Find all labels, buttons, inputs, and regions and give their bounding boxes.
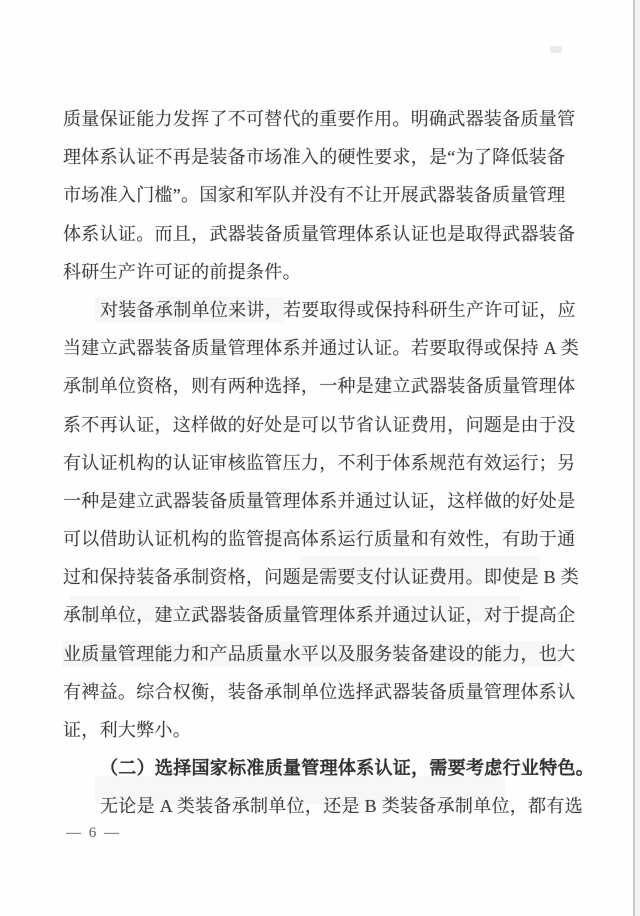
- text-line: 有裨益。综合权衡，装备承制单位选择武器装备质量管理体系认: [63, 681, 576, 702]
- document-body: [63, 100, 595, 826]
- text-line: 可以借助认证机构的监管提高体系运行质量和有效性，有助于通: [63, 529, 576, 550]
- text-line: 体系认证。而且，武器装备质量管理体系认证也是取得武器装备: [63, 223, 576, 244]
- page-number: — 6 —: [66, 825, 121, 841]
- text-line: 承制单位资格，则有两种选择，一种是建立武器装备质量管理体: [63, 376, 576, 397]
- text-line: 系不再认证，这样做的好处是可以节省认证费用，问题是由于没: [63, 414, 576, 435]
- text-line: 对装备承制单位来讲，若要取得或保持科研生产许可证，应: [100, 299, 576, 320]
- scan-edge-line: [633, 0, 635, 916]
- text-line: 质量保证能力发挥了不可替代的重要作用。明确武器装备质量管: [63, 109, 576, 129]
- section-heading: （二）选择国家标准质量管理体系认证，需要考虑行业特色。: [100, 758, 595, 779]
- text-line: 无论是 A 类装备承制单位，还是 B 类装备承制单位，都有选: [100, 796, 584, 817]
- text-line: 证，利大弊小。: [63, 720, 192, 740]
- text-line: 市场准入门槛”。国家和军队并没有不让开展武器装备质量管理: [63, 185, 566, 206]
- text-line: 一种是建立武器装备质量管理体系并通过认证，这样做的好处是: [63, 490, 576, 511]
- text-line: 理体系认证不再是装备市场准入的硬性要求，是“为了降低装备: [63, 147, 566, 168]
- text-line: 当建立武器装备质量管理体系并通过认证。若要取得或保持 A 类: [63, 338, 580, 359]
- scan-smudge: [550, 46, 562, 53]
- text-line: 业质量管理能力和产品质量水平以及服务装备建设的能力，也大: [63, 643, 576, 664]
- text-line: 有认证机构的认证审核监管压力，不利于体系规范有效运行；另: [63, 452, 576, 473]
- text-line: 承制单位，建立武器装备质量管理体系并通过认证，对于提高企: [63, 605, 576, 626]
- scan-edge-strip: [635, 0, 640, 916]
- text-line: 过和保持装备承制资格，问题是需要支付认证费用。即使是 B 类: [63, 567, 580, 588]
- text-line: 科研生产许可证的前提条件。: [63, 261, 301, 282]
